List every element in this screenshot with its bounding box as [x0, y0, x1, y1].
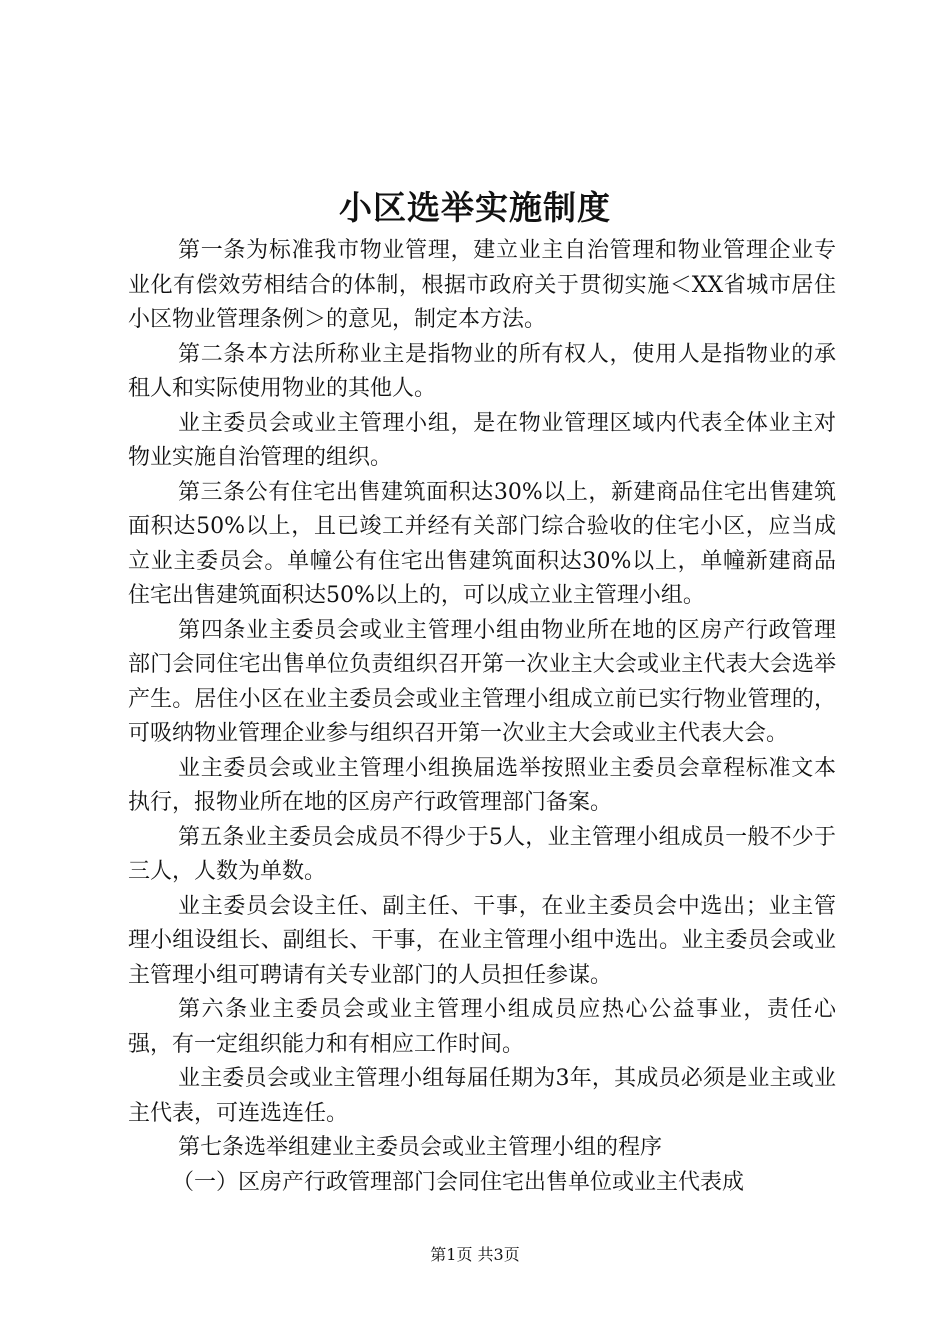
- paragraph-procedure-item-1: （一）区房产行政管理部门会同住宅出售单位或业主代表成: [172, 1169, 745, 1195]
- document-title: 小区选举实施制度: [339, 188, 611, 227]
- paragraph-article-5: 第五条业主委员会成员不得少于5人，业主管理小组成员一般不少于三人，人数为单数。: [128, 824, 836, 884]
- paragraph-article-2: 第二条本方法所称业主是指物业的所有权人，使用人是指物业的承租人和实际使用物业的其他人。: [128, 341, 836, 401]
- paragraph-article-1: 第一条为标准我市物业管理，建立业主自治管理和物业管理企业专业化有偿效劳相结合的体制，根据市政府关于贯彻实施＜XX省城市居住小区物业管理条例＞的意见，制定本方法。: [128, 238, 836, 332]
- paragraph-owners-committee-definition: 业主委员会或业主管理小组，是在物业管理区域内代表全体业主对物业实施自治管理的组织。: [128, 410, 836, 470]
- paragraph-article-3: 第三条公有住宅出售建筑面积达30%以上，新建商品住宅出售建筑面积达50%以上，且已竣工并经有关部门综合验收的住宅小区，应当成立业主委员会。单幢公有住宅出售建筑面积达30%以上，单幢新建商品住宅出售建筑面积达50%以上的，可以成立业主管理小组。: [128, 479, 836, 608]
- page-number: 第1页 共3页: [430, 1245, 520, 1264]
- paragraph-article-7: 第七条选举组建业主委员会或业主管理小组的程序: [178, 1135, 663, 1160]
- paragraph-re-election: 业主委员会或业主管理小组换届选举按照业主委员会章程标准文本执行，报物业所在地的区房产行政管理部门备案。: [128, 755, 836, 815]
- paragraph-article-4: 第四条业主委员会或业主管理小组由物业所在地的区房产行政管理部门会同住宅出售单位负责组织召开第一次业主大会或业主代表大会选举产生。居住小区在业主委员会或业主管理小组成立前已实行物业管理的，可吸纳物业管理企业参与组织召开第一次业主大会或业主代表大会。: [128, 617, 836, 746]
- document-body: [128, 234, 836, 1200]
- paragraph-term-of-office: 业主委员会或业主管理小组每届任期为3年，其成员必须是业主或业主代表，可连选连任。: [128, 1066, 836, 1126]
- paragraph-committee-positions: 业主委员会设主任、副主任、干事，在业主委员会中选出；业主管理小组设组长、副组长、干事，在业主管理小组中选出。业主委员会或业主管理小组可聘请有关专业部门的人员担任参谋。: [128, 893, 836, 988]
- paragraph-article-6: 第六条业主委员会或业主管理小组成员应热心公益事业，责任心强，有一定组织能力和有相应工作时间。: [128, 997, 836, 1057]
